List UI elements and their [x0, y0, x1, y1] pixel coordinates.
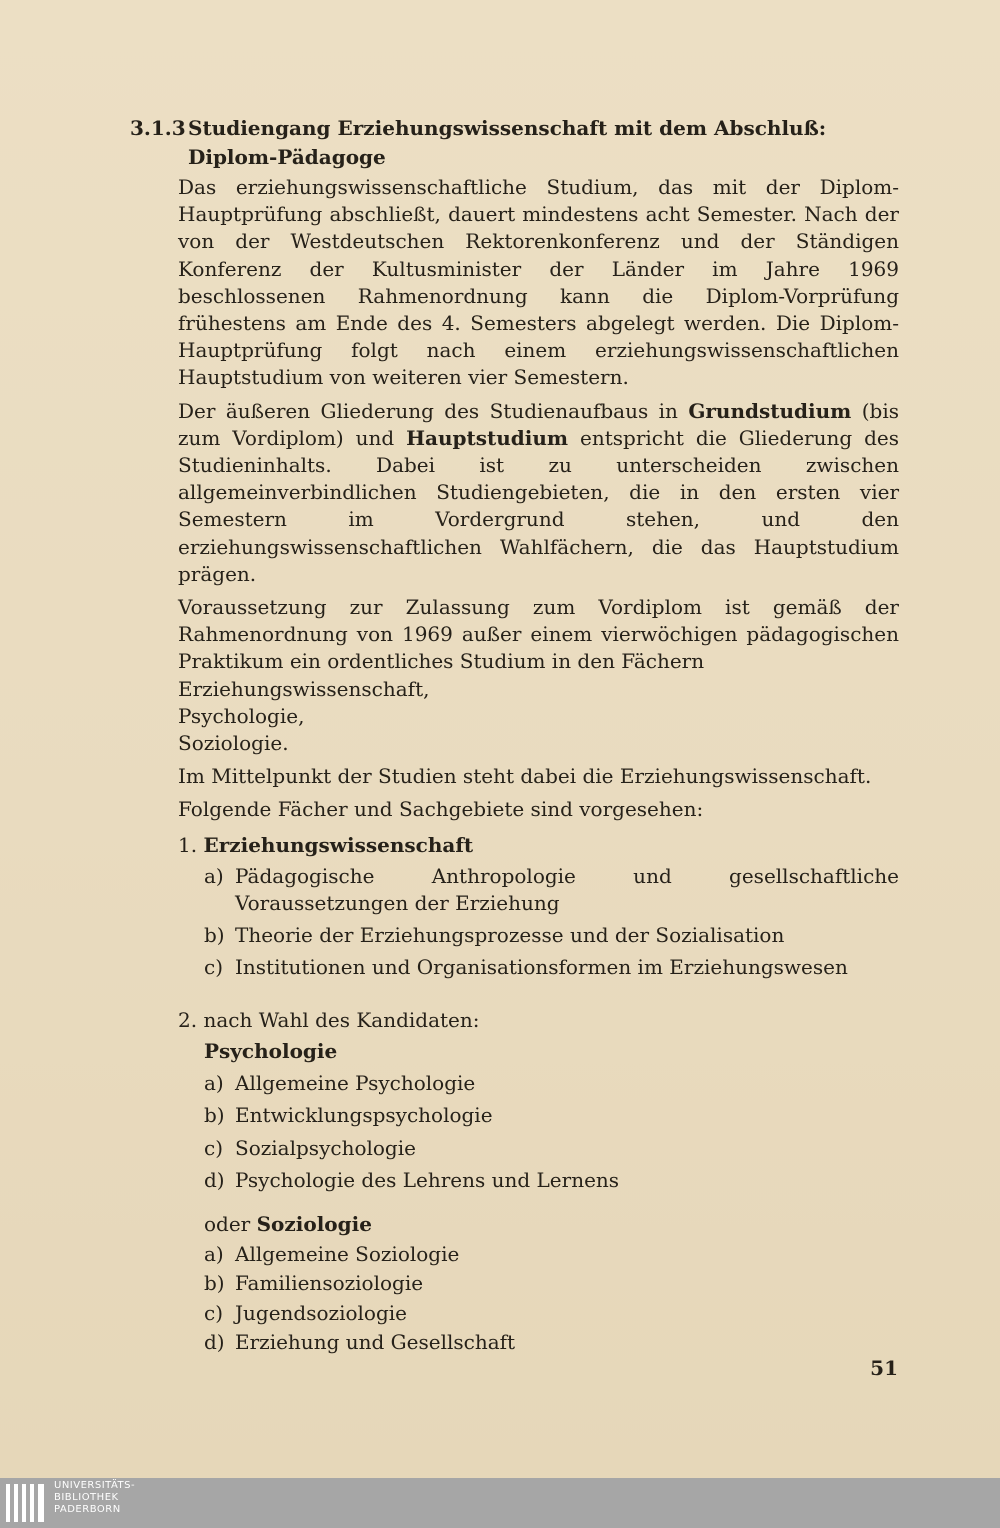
list-section-1-heading	[178, 832, 899, 859]
list-item-label: c)	[204, 955, 224, 980]
list-item	[204, 1135, 899, 1162]
library-logo-icon	[2, 1480, 48, 1526]
list-item	[204, 1300, 899, 1327]
section-title-line1: Studiengang Erziehungswissenschaft mit dem Abschluß:	[188, 116, 827, 140]
list-item-label: d)	[204, 1167, 225, 1192]
list-item-text: Familiensoziologie	[235, 1271, 424, 1296]
paragraph-structure-text-c: (bis zum Vordiplom) und	[178, 398, 900, 450]
list-item	[204, 1270, 899, 1297]
list-item-text: Allgemeine Soziologie	[235, 1242, 460, 1267]
list-item-text: Pädagogische Anthropologie und gesellschaftliche Voraussetzungen der Erziehung	[235, 863, 899, 916]
subject-line: Soziologie.	[178, 731, 289, 756]
library-name	[54, 1480, 135, 1516]
list-item-label: a)	[204, 1071, 224, 1096]
paragraph-duration: Das erziehungswissenschaftliche Studium, das mit der Diplom-Hauptprüfung abschließt, dauert mindestens acht Semester. Nach der von der Westdeutschen Rektorenkonferenz und der Ständigen Konferenz der Kultusminister der Länder im Jahre 1969 beschlossenen Rahmenordnung kann die Diplom-Vorprüfung frühestens am Ende des 4. Semesters abgelegt werden. Die Diplom-Hauptprüfung folgt nach einem erziehungswissenschaftlichen Hauptstudium von weiteren vier Semestern.	[178, 175, 899, 390]
list-item-label: a)	[204, 1242, 224, 1267]
list-section-2-heading	[178, 1007, 899, 1034]
list-item-text: Jugendsoziologie	[235, 1300, 407, 1325]
list-item-label: d)	[204, 1329, 225, 1354]
body-text	[178, 174, 899, 1358]
term-hauptstudium: Hauptstudium	[406, 425, 569, 450]
library-name-line1: UNIVERSITÄTS-	[54, 1480, 136, 1491]
section-title-line2: Diplom-Pädagoge	[188, 145, 386, 169]
list-item-text: Institutionen und Organisationsformen im Erziehungswesen	[235, 955, 848, 980]
list-section-number: 2.	[178, 1007, 198, 1032]
requirements-text: Voraussetzung zur Zulassung zum Vordiplom ist gemäß der Rahmenordnung von 1969 außer einem vierwöchigen pädagogischen Praktikum ein ordentliches Studium in den Fächern	[178, 595, 899, 674]
list-section-title: nach Wahl des Kandidaten:	[203, 1007, 480, 1032]
list-item	[204, 1167, 899, 1194]
paragraph-subjects-intro: Folgende Fächer und Sachgebiete sind vorgesehen:	[178, 797, 704, 822]
psychology-heading: Psychologie	[204, 1038, 338, 1063]
section-heading	[130, 114, 930, 172]
subject-line: Erziehungswissenschaft,	[178, 676, 430, 701]
sociology-title: Soziologie	[256, 1211, 372, 1236]
list-item-label: a)	[204, 863, 224, 888]
list-item-label: b)	[204, 1271, 225, 1296]
list-item	[204, 922, 899, 949]
list-item-text: Psychologie des Lehrens und Lernens	[235, 1167, 620, 1192]
paragraph-requirements	[178, 594, 899, 757]
paragraph-structure-text-a: Der äußeren Gliederung des Studienaufbaus in	[178, 398, 689, 423]
list-section-number: 1.	[178, 832, 198, 857]
list-item	[204, 1329, 899, 1356]
list-section-1-items	[204, 863, 899, 982]
subject-line: Psychologie,	[178, 703, 305, 728]
list-section-title: Erziehungswissenschaft	[203, 832, 474, 857]
page-number: 51	[870, 1356, 898, 1380]
list-section-2-items	[204, 1038, 899, 1356]
term-grundstudium: Grundstudium	[688, 398, 852, 423]
library-name-line3: PADERBORN	[54, 1504, 121, 1515]
paragraph-focus: Im Mittelpunkt der Studien steht dabei die Erziehungswissenschaft.	[178, 764, 872, 789]
section-number: 3.1.3	[130, 116, 186, 140]
list-item-text: Erziehung und Gesellschaft	[235, 1329, 516, 1354]
library-footer-bar	[0, 1478, 1000, 1528]
list-item-label: c)	[204, 1300, 224, 1325]
list-item	[204, 1241, 899, 1268]
paragraph-structure	[178, 398, 899, 588]
list-item-text: Allgemeine Psychologie	[235, 1071, 476, 1096]
list-item	[204, 863, 899, 917]
list-item-label: b)	[204, 923, 225, 948]
list-item-label: c)	[204, 1135, 224, 1160]
list-item-text: Sozialpsychologie	[235, 1135, 416, 1160]
list-item-text: Entwicklungspsychologie	[235, 1103, 493, 1128]
list-item	[204, 1070, 899, 1097]
library-name-line2: BIBLIOTHEK	[54, 1492, 119, 1503]
list-item	[204, 954, 899, 981]
list-item-label: b)	[204, 1103, 225, 1128]
list-item	[204, 1102, 899, 1129]
list-item-text: Theorie der Erziehungsprozesse und der Sozialisation	[235, 923, 785, 948]
oder-word: oder	[204, 1211, 251, 1236]
paragraph-structure-text-e: entspricht die Gliederung des Studieninhalts. Dabei ist zu unterscheiden zwischen allgemeinverbindlichen Studiengebieten, die in den ersten vier Semestern im Vordergrund stehen, und den erziehungswissenschaftlichen Wahlfächern, die das Hauptstudium prägen.	[178, 425, 899, 586]
sociology-heading	[204, 1211, 899, 1238]
